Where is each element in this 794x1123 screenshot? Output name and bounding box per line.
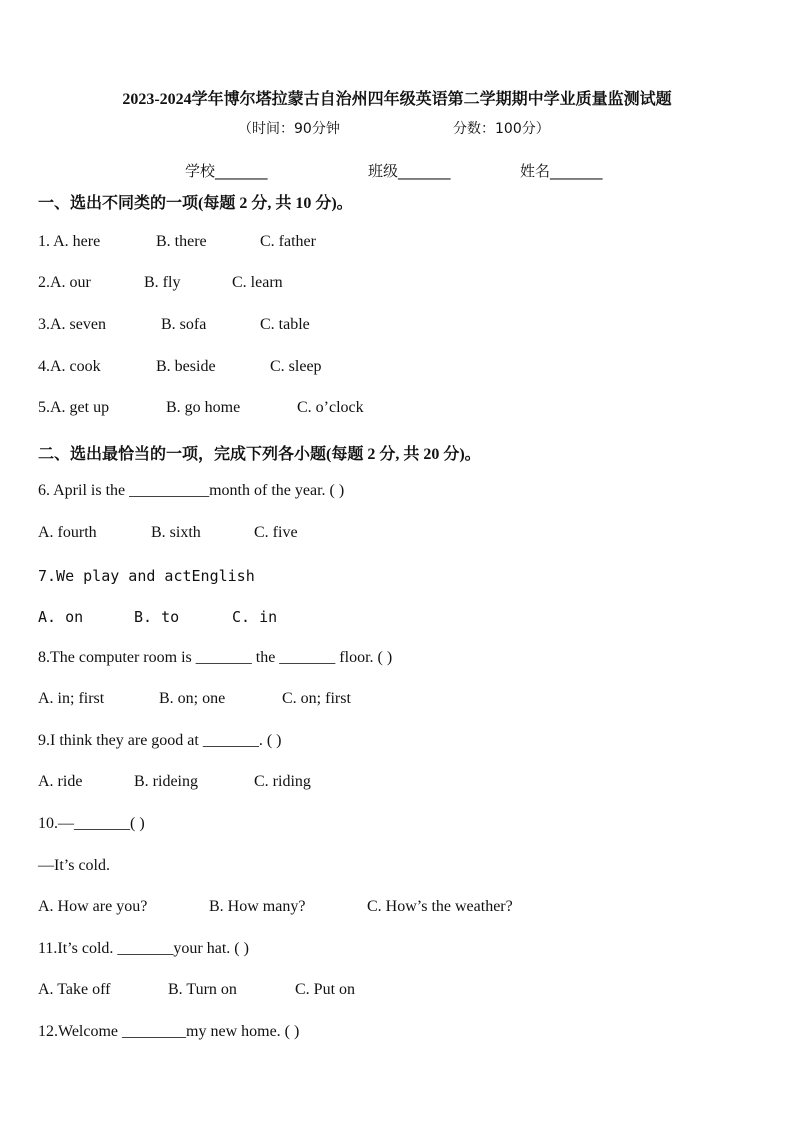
question-10-answer: —It’s cold. <box>38 857 110 874</box>
question-11-stem: 11.It’s cold. _______your hat. ( ) <box>38 940 249 957</box>
question-1-option-a: 1. A. here <box>38 233 101 250</box>
question-7-options <box>0 608 794 632</box>
question-7-option-b: B. to <box>134 608 180 626</box>
section-2-heading: 二、选出最恰当的一项，完成下列各小题(每题 2 分, 共 20 分)。 <box>38 446 481 463</box>
question-7-stem: 7.We play and actEnglish <box>38 567 255 585</box>
question-4-option-b: B. beside <box>156 358 216 375</box>
question-5-option-a: 5.A. get up <box>38 399 110 416</box>
question-6-stem: 6. April is the __________month of the year. ( ) <box>38 482 345 499</box>
question-9-option-a: A. ride <box>38 773 83 790</box>
question-7-option-c: C. in <box>232 608 278 626</box>
question-4-option-a: 4.A. cook <box>38 358 101 375</box>
question-8-option-c: C. on; first <box>282 690 351 707</box>
question-2-option-c: C. learn <box>232 274 283 291</box>
question-4-option-c: C. sleep <box>270 358 322 375</box>
question-1-option-b: B. there <box>156 233 207 250</box>
question-3-option-c: C. table <box>260 316 310 333</box>
class-field: 班级_______ <box>368 162 451 180</box>
question-11-option-a: A. Take off <box>38 981 111 998</box>
question-10-option-a: A. How are you? <box>38 898 148 915</box>
question-6-options <box>0 524 794 548</box>
exam-score: 分数：100分） <box>453 121 550 137</box>
question-5 <box>0 399 794 423</box>
school-field: 学校_______ <box>185 162 268 180</box>
question-8-options <box>0 690 794 714</box>
name-field: 姓名_______ <box>520 162 603 180</box>
question-3-option-a: 3.A. seven <box>38 316 106 333</box>
exam-title: 2023-2024学年博尔塔拉蒙古自治州四年级英语第二学期期中学业质量监测试题 <box>122 91 672 108</box>
question-9-options <box>0 773 794 797</box>
question-9-stem: 9.I think they are good at _______. ( ) <box>38 732 282 749</box>
question-11-option-c: C. Put on <box>295 981 356 998</box>
question-11-options <box>0 981 794 1005</box>
question-11-option-b: B. Turn on <box>168 981 237 998</box>
question-4 <box>0 358 794 382</box>
question-6-option-a: A. fourth <box>38 524 97 541</box>
question-1 <box>0 233 794 257</box>
question-2-option-a: 2.A. our <box>38 274 91 291</box>
question-10-stem: 10.—_______( ) <box>38 815 145 832</box>
exam-time: （时间：90分钟 <box>238 121 340 137</box>
question-9-option-b: B. rideing <box>134 773 198 790</box>
question-8-option-a: A. in; first <box>38 690 105 707</box>
section-1-heading: 一、选出不同类的一项(每题 2 分, 共 10 分)。 <box>38 195 353 212</box>
question-5-option-c: C. o’clock <box>297 399 364 416</box>
question-2-option-b: B. fly <box>144 274 181 291</box>
question-8-option-b: B. on; one <box>159 690 226 707</box>
question-10-option-b: B. How many? <box>209 898 306 915</box>
question-3 <box>0 316 794 340</box>
question-7-option-a: A. on <box>38 608 84 626</box>
question-2 <box>0 274 794 298</box>
question-9-option-c: C. riding <box>254 773 311 790</box>
question-10-option-c: C. How’s the weather? <box>367 898 513 915</box>
question-12-stem: 12.Welcome ________my new home. ( ) <box>38 1023 300 1040</box>
question-10-options <box>0 898 794 922</box>
question-5-option-b: B. go home <box>166 399 241 416</box>
question-6-option-b: B. sixth <box>151 524 201 541</box>
question-6-option-c: C. five <box>254 524 298 541</box>
question-8-stem: 8.The computer room is _______ the _______ floor. ( ) <box>38 649 393 666</box>
question-1-option-c: C. father <box>260 233 316 250</box>
question-3-option-b: B. sofa <box>161 316 207 333</box>
